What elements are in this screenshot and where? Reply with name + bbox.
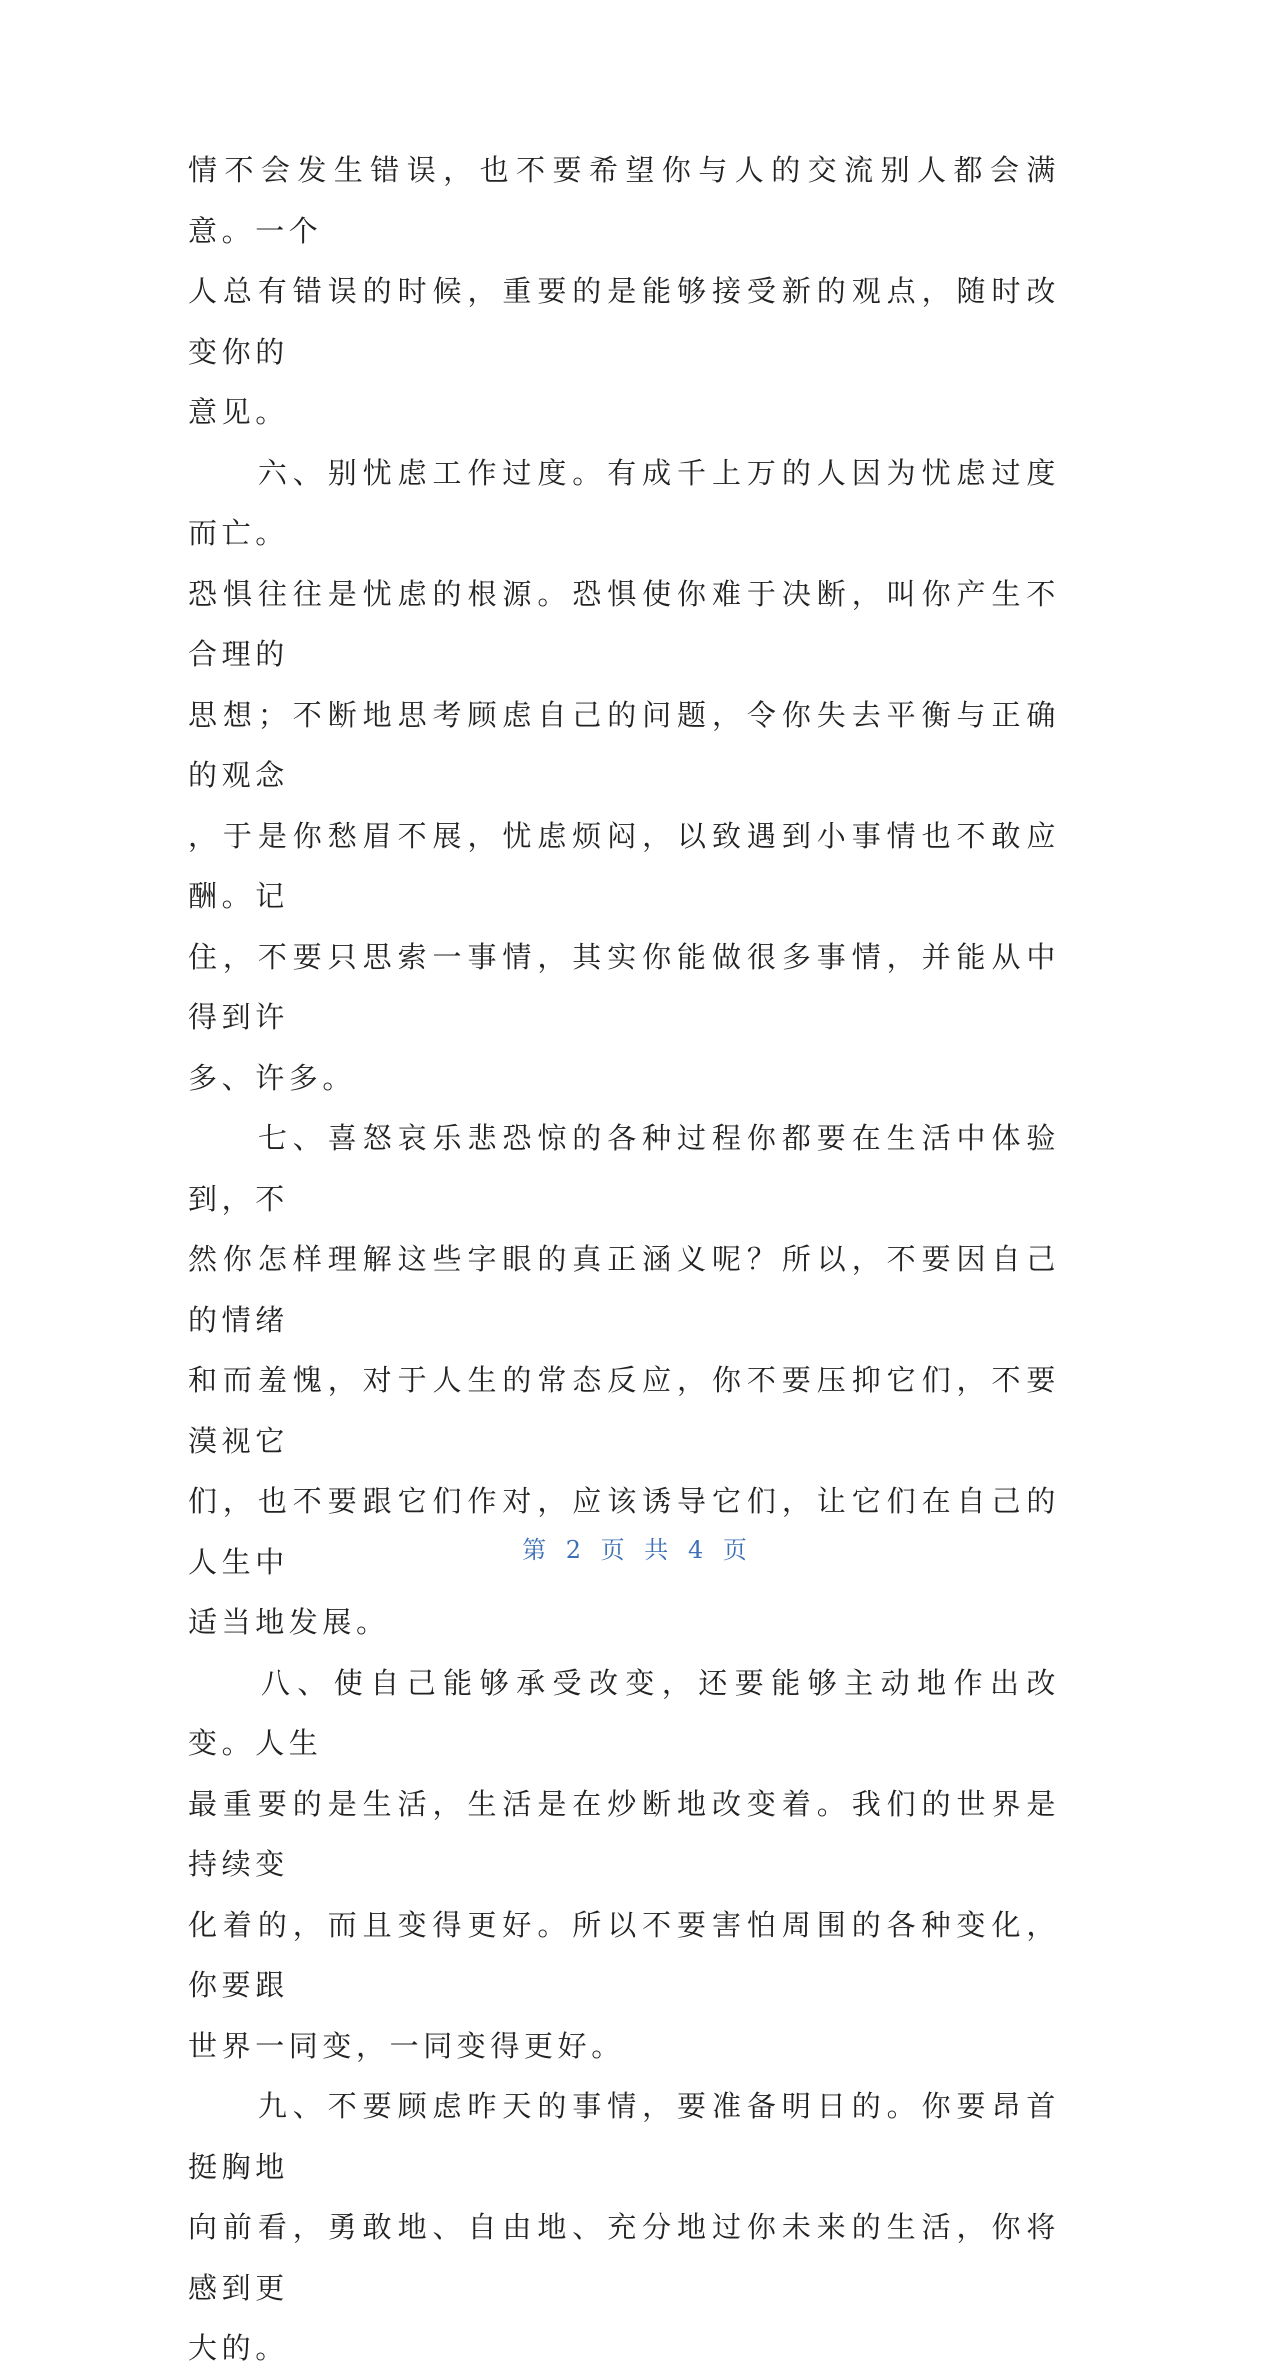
paragraph-item-8 [188,1653,1060,2077]
text-line: 人总有错误的时候，重要的是能够接受新的观点，随时改变你的 [188,274,1060,369]
text-line: 六、别忧虑工作过度。有成千上万的人因为忧虑过度而亡。 [188,455,1060,550]
paragraph-item-7 [188,1108,1060,1653]
text-line: 九、不要顾虑昨天的事情，要准备明日的。你要昂首挺胸地 [188,2089,1060,2184]
text-line: 思想；不断地思考顾虑自己的问题，令你失去平衡与正确的观念 [188,697,1060,792]
paragraph-item-6 [188,443,1060,1109]
text-line: 情不会发生错误，也不要希望你与人的交流别人都会满意。一个 [188,153,1060,248]
text-line: 然你怎样理解这些字眼的真正涵义呢？所以，不要因自己的情绪 [188,1242,1060,1337]
text-line: 适当地发展。 [188,1605,390,1639]
text-line: 七、喜怒哀乐悲恐惊的各种过程你都要在生活中体验到，不 [188,1121,1060,1216]
text-line: 和而羞愧，对于人生的常态反应，你不要压抑它们，不要漠视它 [188,1363,1060,1458]
body-text [188,140,1060,2379]
text-line: 们，也不要跟它们作对，应该诱导它们，让它们在自己的人生中 [188,1484,1060,1579]
paragraph-item-9 [188,2076,1060,2379]
text-line: 住，不要只思索一事情，其实你能做很多事情，并能从中得到许 [188,939,1060,1034]
text-line: ，于是你愁眉不展，忧虑烦闷，以致遇到小事情也不敢应酬。记 [188,818,1060,913]
text-line: 世界一同变，一同变得更好。 [188,2028,625,2063]
paragraph-continuation [188,140,1060,443]
text-line: 恐惧往往是忧虑的根源。恐惧使你难于决断，叫你产生不合理的 [188,576,1060,671]
text-line: 最重要的是生活，生活是在炒断地改变着。我们的世界是持续变 [188,1786,1060,1881]
text-line: 化着的，而且变得更好。所以不要害怕周围的各种变化，你要跟 [188,1907,1060,2002]
text-line: 大的。 [188,2331,289,2365]
page-footer: 第 2 页 共 4 页 [522,1536,753,1564]
text-line: 八、使自己能够承受改变，还要能够主动地作出改变。人生 [188,1665,1060,1760]
text-line: 多、许多。 [188,1060,357,1095]
text-line: 向前看，勇敢地、自由地、充分地过你未来的生活，你将感到更 [188,2210,1060,2305]
text-line: 意见。 [188,395,289,429]
